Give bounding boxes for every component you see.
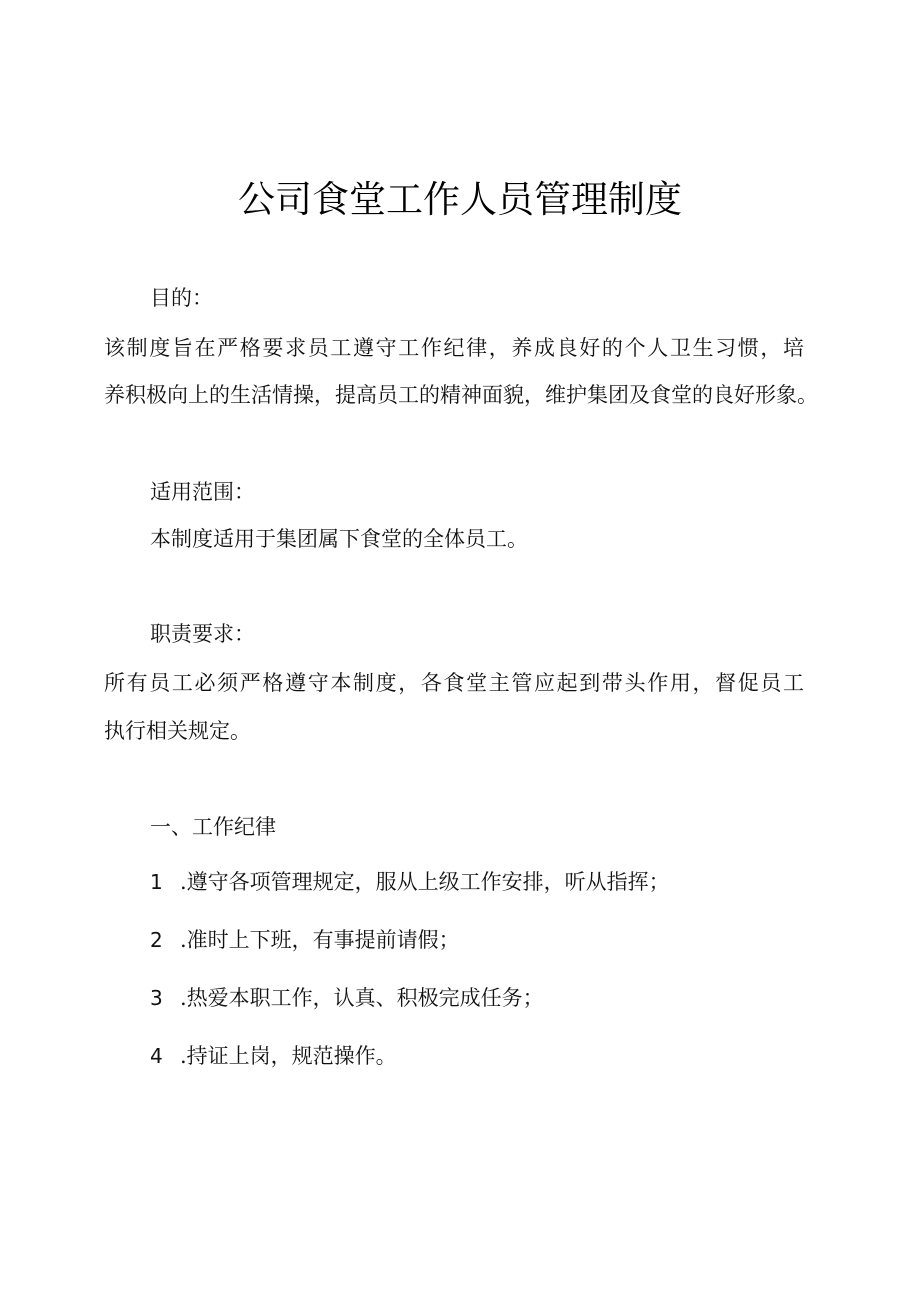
list-item bbox=[150, 925, 460, 955]
scope-heading: 适用范围： bbox=[150, 480, 255, 504]
list-item-text: .持证上岗，规范操作。 bbox=[180, 1044, 397, 1068]
list-item-number: 2 bbox=[150, 928, 163, 952]
list-item-number: 1 bbox=[150, 870, 163, 894]
scope-line-1: 本制度适用于集团属下食堂的全体员工。 bbox=[150, 527, 528, 551]
list-item-text: .准时上下班，有事提前请假； bbox=[180, 928, 460, 952]
list-item-text: .遵守各项管理规定，服从上级工作安排，听从指挥； bbox=[180, 870, 670, 894]
duties-heading: 职责要求： bbox=[150, 622, 255, 646]
list-item-number: 3 bbox=[150, 986, 163, 1010]
list-item-text: .热爱本职工作，认真、积极完成任务； bbox=[180, 986, 544, 1010]
list-item bbox=[150, 867, 670, 897]
list-item-number: 4 bbox=[150, 1044, 163, 1068]
duties-line-2: 执行相关规定。 bbox=[104, 719, 251, 743]
list-item bbox=[150, 983, 544, 1013]
purpose-line-1: 该制度旨在严格要求员工遵守工作纪律，养成良好的个人卫生习惯，培 bbox=[104, 336, 804, 360]
list-item bbox=[150, 1041, 397, 1071]
duties-line-1: 所有员工必须严格遵守本制度，各食堂主管应起到带头作用，督促员工 bbox=[104, 671, 804, 695]
purpose-line-2: 养积极向上的生活情操，提高员工的精神面貌，维护集团及食堂的良好形象。 bbox=[104, 383, 818, 407]
section1-heading: 一、工作纪律 bbox=[150, 815, 276, 839]
purpose-heading: 目的： bbox=[150, 286, 213, 310]
document-title: 公司食堂工作人员管理制度 bbox=[238, 178, 682, 221]
